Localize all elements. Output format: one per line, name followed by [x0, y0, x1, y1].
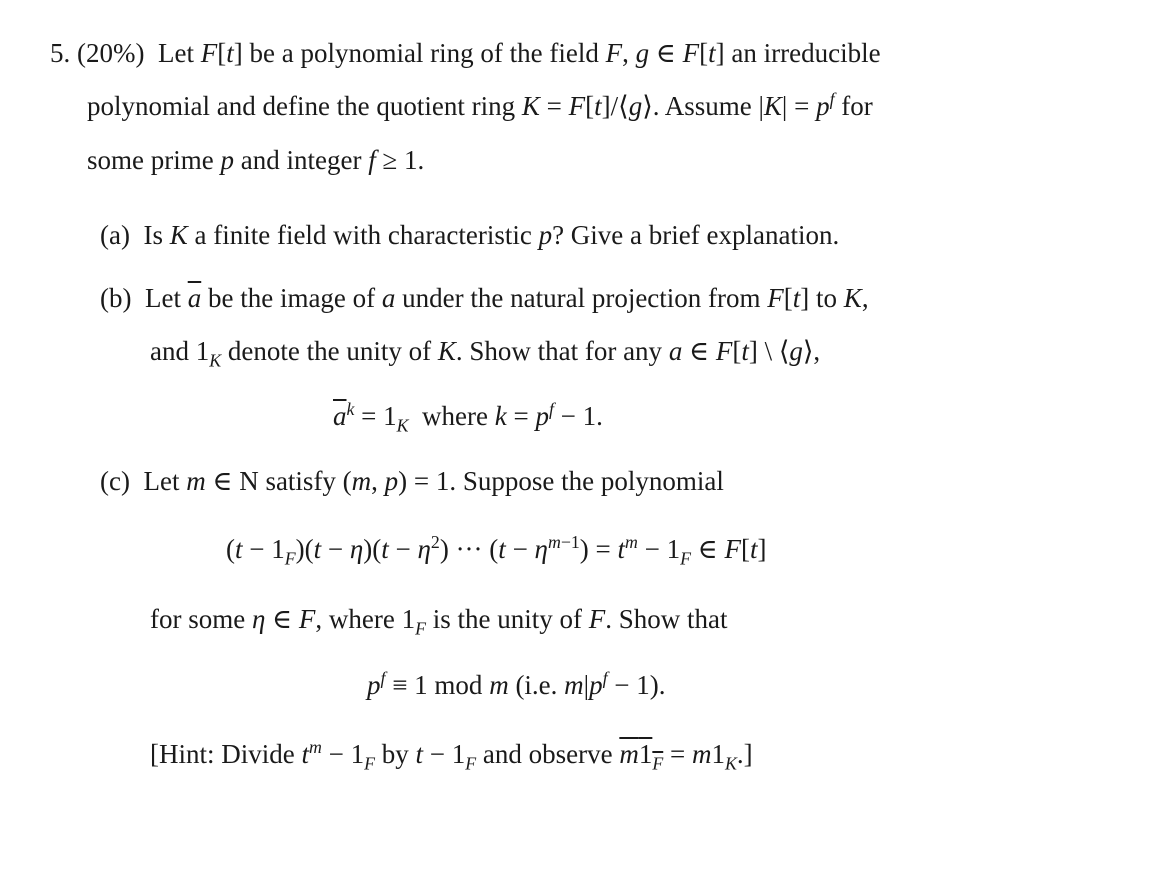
problem-intro-line-2: polynomial and define the quotient ring K = F[t]/⟨g⟩. Assume $|K| = p^f$ for [87, 89, 873, 121]
part-c-display-2: $p^f \equiv 1$ mod m (i.e. $m|p^f - 1$). [367, 668, 666, 700]
problem-weight: (20%) [77, 38, 145, 68]
part-c-label: (c) [100, 466, 130, 496]
problem-number: 5. [50, 38, 71, 68]
problem-intro-line-1: 5. (20%) Let F[t] be a polynomial ring of the field F, g ∈ F[t] an irreducible [50, 38, 881, 68]
part-b-display: $\overline{a}^k = 1_K$ where $k = p^f - 1$. [333, 399, 603, 436]
part-a-label: (a) [100, 220, 130, 250]
part-b-line-1: (b) Let $\overline{a}$ be the image of a under the natural projection from F[t] to K, [100, 283, 869, 313]
part-c-line-1: (c) Let m ∈ N satisfy (m, p) = 1. Suppose the polynomial [100, 466, 724, 496]
part-a: (a) Is K a finite field with characteristic p? Give a brief explanation. [100, 220, 840, 250]
part-b-label: (b) [100, 283, 132, 313]
part-b-line-2: and $1_K$ denote the unity of K. Show that for any a ∈ F[t] \ ⟨g⟩, [150, 336, 821, 371]
part-c-hint: [Hint: Divide $t^m - 1_F$ by $t - 1_F$ and observe $m1_F = m1_K$.] [150, 737, 753, 774]
part-c-display-1: $(t - 1_F)(t - \eta)(t - \eta^2)$ ··· $(t - \eta^{m-1}) = t^m - 1_F$ ∈ F[t] [226, 532, 767, 569]
problem-intro-line-3: some prime p and integer f ≥ 1. [87, 145, 425, 175]
part-c-line-2: for some η ∈ F, where $1_F$ is the unity of F. Show that [150, 604, 728, 639]
